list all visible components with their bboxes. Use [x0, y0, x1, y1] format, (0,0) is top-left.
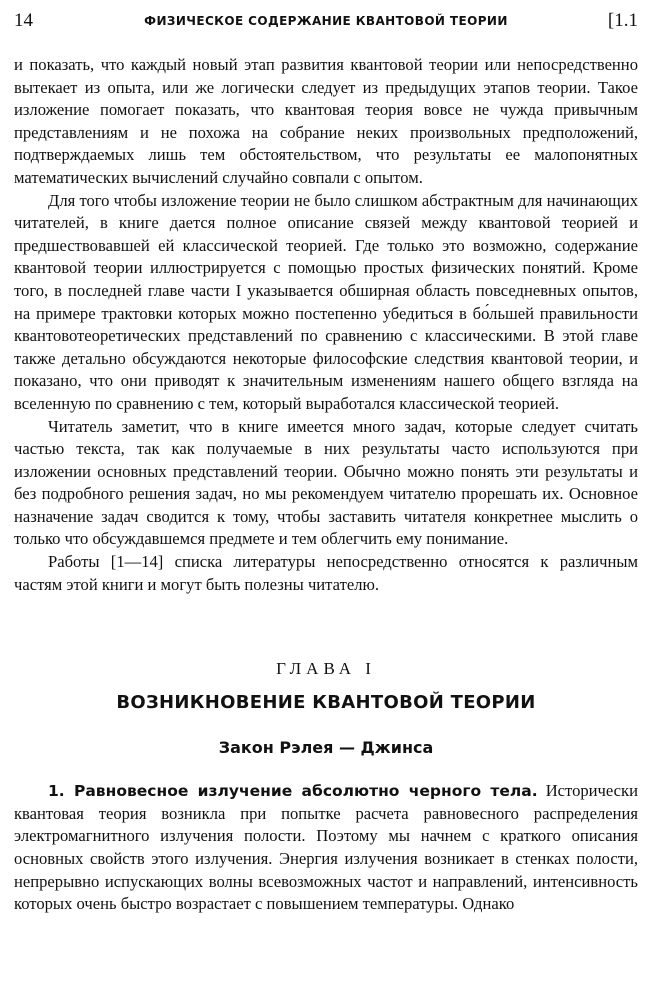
paragraph-body: Исторически квантовая теория возникла при попытке расчета равновесного распределения электромагнитного излучения полости. Поэтому мы начнем с краткого описания основных свойств этого излучения. Энергия излучения возникает в стенках полости, непрерывно испускающих волны всевозможных частот и направлений, интенсивность которых очень быстро возрастает с повышением температуры. Однако — [14, 781, 638, 914]
section-title: Закон Рэлея — Джинса — [218, 738, 434, 758]
paragraph-heading: 1. Равновесное излучение абсолютно черного тела. — [48, 782, 538, 801]
intro-paragraph-1: и показать, что каждый новый этап развития квантовой теории или непосредственно вытекает из опыта, или же логически следует из предыдущих этапов теории. Такое изложение помогает показать, что квантовая теория вовсе не чужда привычным представлениям и не похожа на собрание неких произвольных предположений, подтверждаемых лишь тем обстоятельством, что результаты ее малопонятных математических вычислений случайно совпали с опытом. — [14, 55, 638, 187]
section-paragraph-1 — [14, 780, 638, 916]
intro-paragraph-3: Читатель заметит, что в книге имеется много задач, которые следует считать частью текста, так как получаемые в них результаты часто используются при изложении основных представлений теории. Обычно можно понять эти результаты и без подробного решения задач, но мы рекомендуем читателю прорешать их. Основное назначение задач сводится к тому, чтобы заставить читателя конкретнее мыслить о только что обсуждавшемся предмете и тем облегчить ему понимание. — [14, 416, 638, 549]
book-page — [14, 6, 638, 916]
running-head — [14, 6, 638, 36]
section-marker: [1.1 — [607, 10, 638, 31]
page-number: 14 — [14, 10, 33, 31]
chapter-label: ГЛАВА I — [276, 659, 376, 679]
running-head-title: ФИЗИЧЕСКОЕ СОДЕРЖАНИЕ КВАНТОВОЙ ТЕОРИИ — [144, 14, 508, 28]
intro-paragraph-4: Работы [1—14] списка литературы непосредственно относятся к различным частям этой книги и могут быть полезны читателю. — [14, 552, 638, 594]
chapter-title: ВОЗНИКНОВЕНИЕ КВАНТОВОЙ ТЕОРИИ — [116, 692, 536, 714]
intro-paragraph-2: Для того чтобы изложение теории не было слишком абстрактным для начинающих читателей, в книге дается полное описание связей между квантовой теорией и предшествовавшей ей классической теорией. Где только это возможно, содержание квантовой теории иллюстрируется с помощью простых физических понятий. Кроме того, в последней главе части I указывается обширная область повседневных опытов, на примере трактовки которых можно постепенно убедиться в бо́льшей правильности квантовотеоретических представлений по сравнению с классическими. В этой главе также детально обсуждаются некоторые философские следствия квантовой теории, и показано, что они приводят к значительным изменениям нашего общего взгляда на вселенную по сравнению с тем, который выработался классической теорией. — [14, 190, 638, 413]
